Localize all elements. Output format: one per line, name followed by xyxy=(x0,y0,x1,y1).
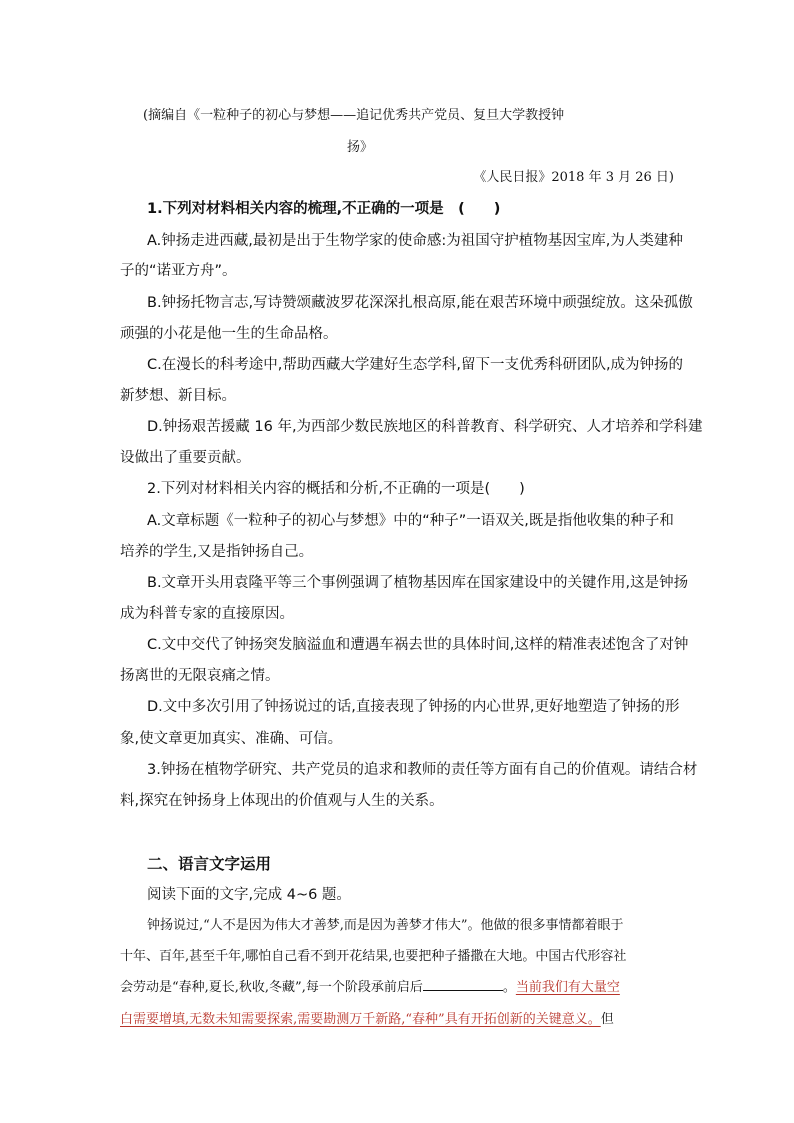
passage-line-4-tail: 但 xyxy=(600,1012,614,1027)
highlighted-sentence-part-1: 当前我们有大量空 xyxy=(515,980,620,995)
question-3-line-1: 3.钟扬在植物学研究、共产党员的追求和教师的责任等方面有自己的价值观。请结合材 xyxy=(147,762,698,778)
q2-option-d-line-1: D.文中多次引用了钟扬说过的话,直接表现了钟扬的内心世界,更好地塑造了钟扬的形 xyxy=(147,699,680,715)
q1-option-c-line-1: C.在漫长的科考途中,帮助西藏大学建好生态学科,留下一支优秀科研团队,成为钟扬的 xyxy=(147,357,684,373)
question-3-line-2: 料,探究在钟扬身上体现出的价值观与人生的关系。 xyxy=(120,793,444,809)
q1-option-b-line-1: B.钟扬托物言志,写诗赞颂藏波罗花深深扎根高原,能在艰苦环境中顽强绽放。这朵孤傲 xyxy=(147,295,693,311)
q2-option-c-line-2: 扬离世的无限哀痛之情。 xyxy=(120,668,280,684)
section-2-heading: 二、语言文字运用 xyxy=(147,855,272,873)
question-2-stem: 2.下列对材料相关内容的概括和分析,不正确的一项是( ) xyxy=(147,481,525,497)
q1-option-c-line-2: 新梦想、新目标。 xyxy=(120,388,236,404)
passage-line-3-text: 会劳动是“春种,夏长,秋收,冬藏”,每一个阶段承前启后 xyxy=(120,980,423,995)
q2-option-b-line-2: 成为科普专家的直接原因。 xyxy=(120,606,294,622)
passage-line-3-period: 。 xyxy=(502,980,516,995)
q2-option-a-line-2: 培养的学生,又是指钟扬自己。 xyxy=(120,544,314,560)
q1-option-a-line-2: 子的“诺亚方舟”。 xyxy=(120,263,237,279)
q2-option-b-line-1: B.文章开头用袁隆平等三个事例强调了植物基因库在国家建设中的关键作用,这是钟扬 xyxy=(147,575,689,591)
source-line-2: 扬》 xyxy=(347,140,374,155)
passage-line-2: 十年、百年,甚至千年,哪怕自己看不到开花结果,也要把种子播撒在大地。中国古代形容社 xyxy=(120,949,627,964)
highlighted-sentence-part-2: 白需要增填,无数未知需要探索,需要勘测万千新路,“春种”具有开拓创新的关键意义。 xyxy=(120,1012,601,1027)
q1-option-b-line-2: 顽强的小花是他一生的生命品格。 xyxy=(120,326,338,342)
q1-option-d-line-1: D.钟扬艰苦援藏 16 年,为西部少数民族地区的科普教育、科学研究、人才培养和学科建 xyxy=(147,419,703,435)
q1-option-d-line-2: 设做出了重要贡献。 xyxy=(120,450,251,466)
passage-line-1: 钟扬说过,“人不是因为伟大才善梦,而是因为善梦才伟大”。他做的很多事情都着眼于 xyxy=(147,918,624,933)
section-2-instruction: 阅读下面的文字,完成 4~6 题。 xyxy=(147,887,351,903)
question-1-stem: 1.下列对材料相关内容的梳理,不正确的一项是 ( ) xyxy=(147,201,501,217)
q2-option-a-line-1: A.文章标题《一粒种子的初心与梦想》中的“种子”一语双关,既是指他收集的种子和 xyxy=(147,513,674,529)
q2-option-c-line-1: C.文中交代了钟扬突发脑溢血和遭遇车祸去世的具体时间,这样的精准表述饱含了对钟 xyxy=(147,637,689,653)
source-line-1: (摘编自《一粒种子的初心与梦想——追记优秀共产党员、复旦大学教授钟 xyxy=(143,108,565,123)
q1-option-a-line-1: A.钟扬走进西藏,最初是出于生物学家的使命感:为祖国守护植物基因宝库,为人类建种 xyxy=(147,233,683,249)
answer-blank[interactable] xyxy=(423,978,503,991)
passage-line-4 xyxy=(120,1008,614,1027)
passage-line-3 xyxy=(120,976,620,995)
citation: 《人民日报》2018 年 3 月 26 日) xyxy=(473,170,674,185)
q2-option-d-line-2: 象,使文章更加真实、准确、可信。 xyxy=(120,731,343,747)
